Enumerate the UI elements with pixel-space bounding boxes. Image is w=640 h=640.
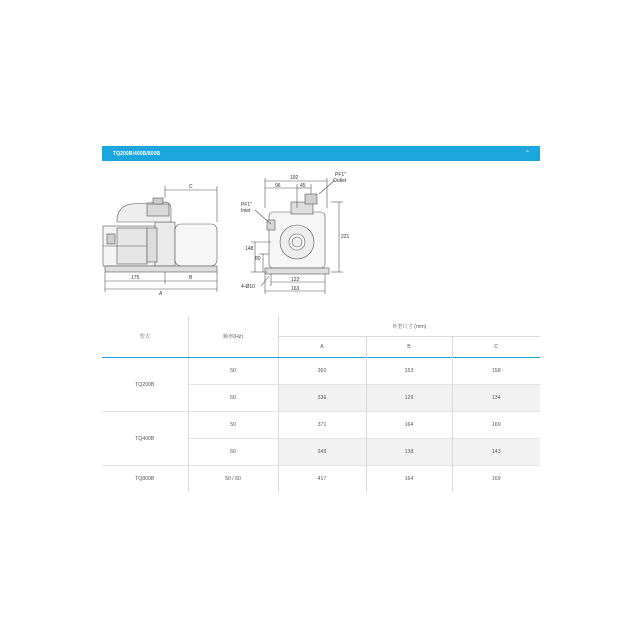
model-cell: TQ400B — [102, 412, 188, 466]
c-cell: 134 — [452, 385, 540, 412]
b-cell: 164 — [366, 466, 452, 493]
inlet-label-1: PF1" — [241, 202, 252, 208]
pump-dimension-drawing — [95, 168, 365, 300]
dim-80-label: 80 — [255, 256, 261, 262]
bolt-label: 4-Ø10 — [241, 284, 255, 290]
dim-221-label: 221 — [341, 234, 350, 240]
table-row — [102, 466, 540, 493]
b-cell: 164 — [366, 412, 452, 439]
a-cell: 360 — [278, 358, 366, 385]
freq-cell: 50 / 60 — [188, 466, 278, 493]
dim-b-label: B — [189, 275, 193, 281]
c-cell: 169 — [452, 412, 540, 439]
inlet-label-2: Inlet — [241, 208, 251, 214]
dim-148-label: 148 — [245, 246, 254, 252]
a-cell: 336 — [278, 385, 366, 412]
freq-cell: 50 — [188, 412, 278, 439]
dim-192-label: 192 — [290, 175, 299, 181]
model-cell: TQ800B — [102, 466, 188, 493]
dim-c-label: C — [189, 184, 193, 190]
dim-96-label: 96 — [275, 183, 281, 189]
col-dims-header: 外型尺寸 (mm) — [392, 323, 427, 330]
a-cell: 371 — [278, 412, 366, 439]
dimension-table — [102, 316, 540, 492]
table-row — [102, 412, 540, 439]
col-freq-header: 頻率(Hz) — [188, 316, 278, 358]
b-cell: 138 — [366, 439, 452, 466]
col-model-header: 型式 — [102, 316, 188, 358]
dim-163-label: 163 — [291, 286, 300, 292]
freq-cell: 50 — [188, 358, 278, 385]
outlet-label-1: PF1" — [335, 172, 346, 178]
model-cell: TQ200B — [135, 381, 155, 388]
section-header-bar[interactable] — [102, 146, 540, 161]
b-cell: 129 — [366, 385, 452, 412]
section-title: TQ200B/400B/800B — [113, 150, 161, 157]
table-row — [102, 358, 540, 385]
dim-122-label: 122 — [291, 277, 300, 283]
outlet-label-2: Outlet — [333, 178, 347, 184]
c-cell: 143 — [452, 439, 540, 466]
dim-45-label: 45 — [300, 183, 306, 189]
b-cell: 153 — [366, 358, 452, 385]
c-cell: 169 — [452, 466, 540, 493]
col-a-header: A — [278, 337, 366, 358]
a-cell: 417 — [278, 466, 366, 493]
chevron-up-icon[interactable]: ⌃ — [524, 150, 530, 157]
freq-cell: 60 — [188, 439, 278, 466]
col-c-header: C — [452, 337, 540, 358]
dim-a-label: A — [159, 291, 163, 297]
col-b-header: B — [366, 337, 452, 358]
c-cell: 158 — [452, 358, 540, 385]
a-cell: 345 — [278, 439, 366, 466]
freq-cell: 60 — [188, 385, 278, 412]
dim-175-label: 175 — [131, 275, 140, 281]
